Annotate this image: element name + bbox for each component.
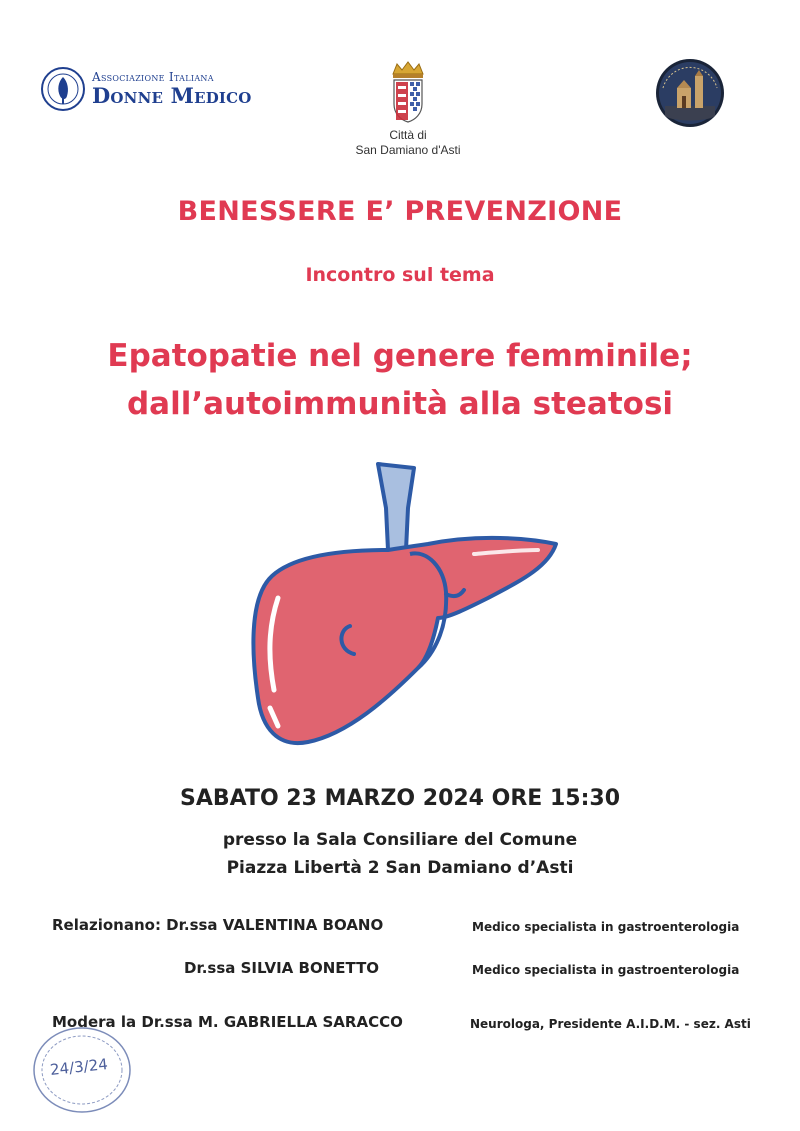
aidm-name-line1: Associazione Italiana <box>92 70 214 84</box>
topic-line2: dall’autoimmunità alla steatosi <box>126 386 674 422</box>
event-title: BENESSERE E’ PREVENZIONE <box>177 196 623 227</box>
event-datetime: SABATO 23 MARZO 2024 ORE 15:30 <box>179 786 621 811</box>
topic-line1: Epatopatie nel genere femminile; <box>107 338 693 374</box>
city-line1: Città di <box>389 128 427 142</box>
venue-line1: presso la Sala Consiliare del Comune <box>222 830 578 850</box>
received-stamp <box>30 1022 134 1118</box>
speaker1-role: Medico specialista in gastroenterologia <box>472 920 740 934</box>
city-name <box>300 128 516 158</box>
moderator-role: Neurologa, Presidente A.I.D.M. - sez. Asti <box>470 1017 751 1031</box>
stamp-date: 24/3/24 <box>49 1055 109 1079</box>
moderator-name: Modera la Dr.ssa M. GABRIELLA SARACCO <box>52 1013 403 1031</box>
speaker2-name: Dr.ssa SILVIA BONETTO <box>184 959 380 977</box>
event-venue <box>0 826 800 882</box>
venue-line2: Piazza Libertà 2 San Damiano d’Asti <box>226 858 574 878</box>
city-line2: San Damiano d'Asti <box>355 143 461 157</box>
aidm-seal-icon <box>40 66 86 112</box>
speaker-intro: Relazionano: Dr.ssa VALENTINA BOANO <box>52 916 384 934</box>
liver-illustration-icon <box>238 458 568 758</box>
aidm-name-line2: Donne Medico <box>92 83 252 108</box>
coat-of-arms-icon <box>385 60 431 124</box>
event-subtitle: Incontro sul tema <box>305 264 495 286</box>
speaker2-role: Medico specialista in gastroenterologia <box>472 963 740 977</box>
aidm-logo <box>40 66 270 116</box>
church-badge-icon <box>655 58 725 128</box>
event-topic <box>0 332 800 428</box>
